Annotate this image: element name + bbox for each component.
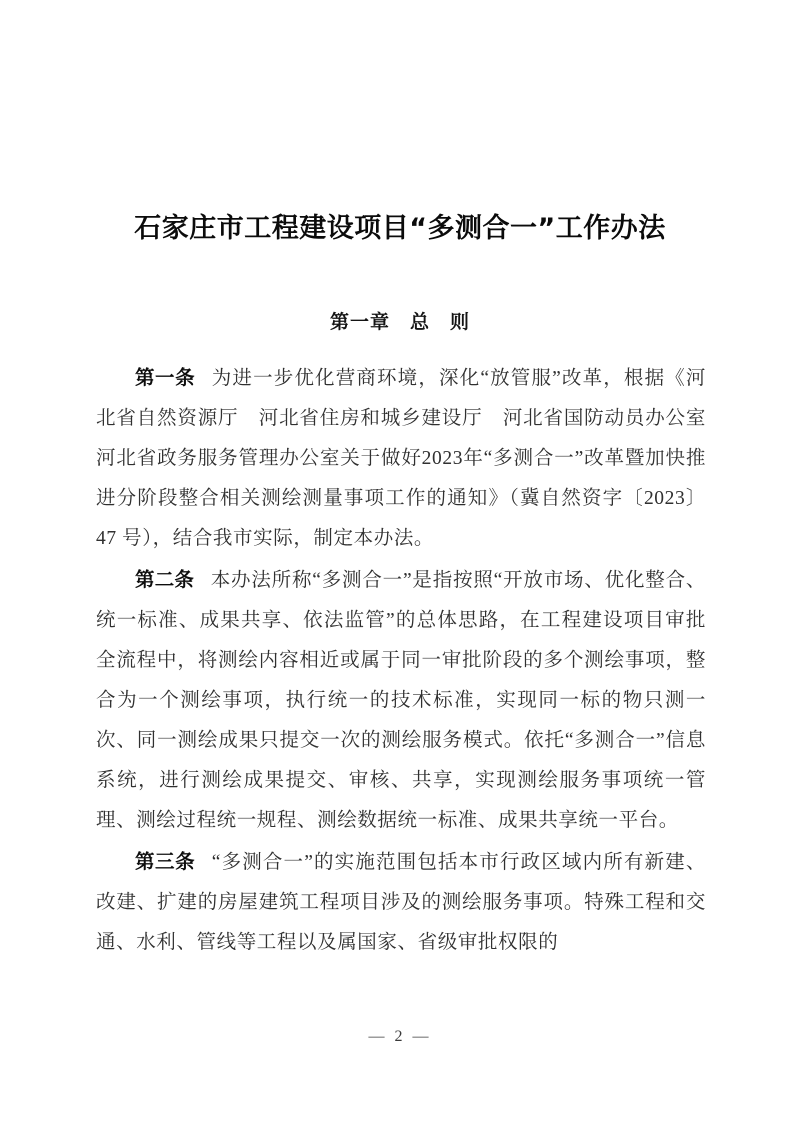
article-text-2: 本办法所称“多测合一”是指按照“开放市场、优化整合、统一标准、成果共享、依法监管”的总体思路，在工程建设项目审批全流程中，将测绘内容相近或属于同一审批阶段的多个测绘事项，整合为一个测绘事项，执行统一的技术标准，实现同一标的物只测一次、同一测绘成果只提交一次的测绘服务模式。依托“多测合一”信息系统，进行测绘成果提交、审核、共享，实现测绘服务事项统一管理、测绘过程统一规程、测绘数据统一标准、成果共享统一平台。 — [96, 570, 706, 831]
article-paragraph-1 — [96, 358, 727, 559]
chapter-heading: 第一章 总 则 — [329, 311, 470, 333]
article-paragraph-3 — [96, 842, 706, 963]
article-text-3: “多测合一”的实施范围包括本市行政区域内所有新建、改建、扩建的房屋建筑工程项目涉及的测绘服务事项。特殊工程和交通、水利、管线等工程以及属国家、省级审批权限的 — [96, 852, 706, 953]
body-content — [96, 358, 727, 964]
article-paragraph-2 — [96, 560, 706, 841]
article-marker-1: 第一条 — [135, 366, 196, 389]
article-marker-2: 第二条 — [135, 568, 195, 591]
article-marker-3: 第三条 — [135, 850, 196, 873]
page-footer: — 2 — — [368, 1028, 432, 1045]
article-text-1: 为进一步优化营商环境，深化“放管服”改革，根据《河北省自然资源厅 河北省住房和城乡建设厅 河北省国防动员办公室 河北省政务服务管理办公室关于做好2023年“多测合一”改革暨加快推进分阶段整合相关测绘测量事项工作的通知》（冀自然资字〔2023〕47 号），结合我市实际，制定本办法。 — [96, 368, 727, 549]
page-title: 石家庄市工程建设项目“多测合一”工作办法 — [134, 213, 666, 244]
